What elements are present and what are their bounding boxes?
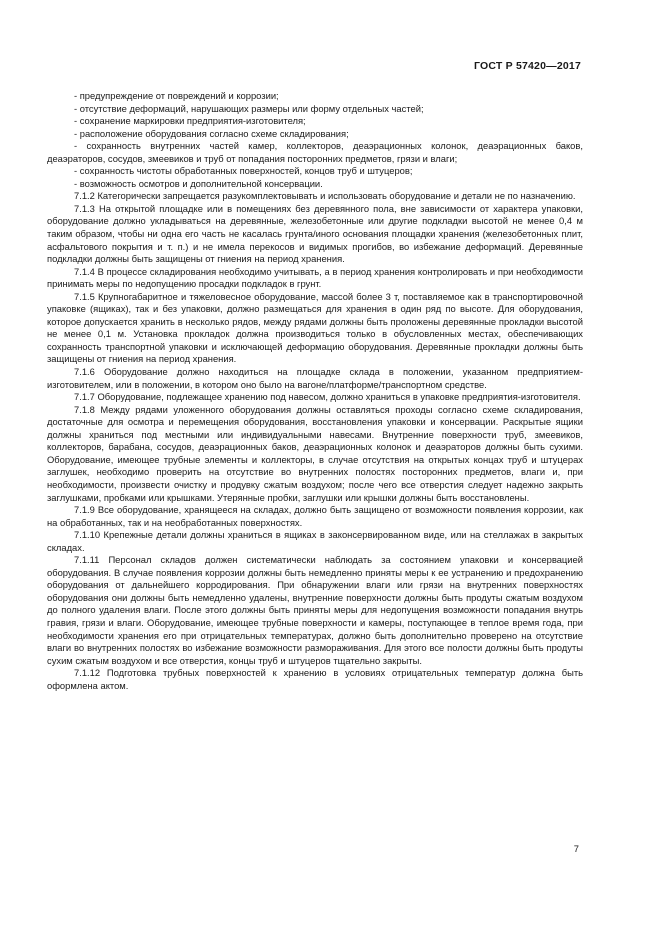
bullet-item: - расположение оборудования согласно схеме складирования; — [74, 127, 349, 139]
bullet-item: - предупреждение от повреждений и коррозии; — [74, 90, 279, 101]
clause-7-1-6: 7.1.6 Оборудование должно находиться на площадке склада в положении, указанном предприятием-изготовителем, или в положении, в котором оно было на вагоне/платформе/транспортном средстве. — [47, 366, 583, 390]
bullet-item: - отсутствие деформаций, нарушающих размеры или форму отдельных частей; — [74, 102, 424, 114]
bullet-item: - возможность осмотров и дополнительной консервации. — [74, 177, 323, 189]
clause-7-1-3: 7.1.3 На открытой площадке или в помещениях без деревянного пола, вне зависимости от характера упаковки, оборудование должно укладываться на деревянные, железобетонные или другие подкладки высотой не менее 0,4 м таким образом, чтобы ни одна его часть не касалась грунта/иного основания площадки хранения (железобетонных плит, асфальтового покрытия и т. п.) и не имела перекосов и видимых прогибов, во избежание деформаций. Деревянные подкладки должны быть защищены от гниения на период хранения. — [47, 202, 583, 265]
clause-7-1-12: 7.1.12 Подготовка трубных поверхностей к хранению в условиях отрицательных температур должна быть оформлена актом. — [47, 667, 583, 691]
clause-7-1-4: 7.1.4 В процессе складирования необходимо учитывать, а в период хранения контролировать и при необходимости принимать меры по недопущению просадки подкладок в грунт. — [47, 265, 583, 290]
document-body — [47, 90, 583, 692]
clause-7-1-11: 7.1.11 Персонал складов должен систематически наблюдать за состоянием упаковки и консервацией оборудования. В случае появления коррозии должны быть немедленно приняты меры к ее устранению и предохранению оборудования от дальнейшего корродирования. При обнаружении влаги или грязи на внутренних поверхностях оборудования они должны быть немедленно удалены, внутренние поверхности должны быть продуты сжатым воздухом до полного удаления влаги. После этого должны быть приняты меры для недопущения возможности попадания внутрь гравия, грязи и влаги. Оборудование, имеющее трубные поверхности и камеры, поступающее в теплое время года, при необходимости хранения его при отрицательных температурах, должно быть дополнительно проверено на отсутствие влаги во внутренних полостях во избежание возможности размораживания. Для этого все полости должны быть продуты сухим сжатым воздухом и все отверстия, концы труб и штуцеров тщательно закрыты. — [47, 554, 583, 666]
bullet-item: - сохранение маркировки предприятия-изготовителя; — [74, 115, 306, 127]
clause-7-1-8: 7.1.8 Между рядами уложенного оборудования должны оставляться проходы согласно схеме складирования, достаточные для осмотра и перемещения оборудования, восстановления упаковки и консервации. Раскрытые ящики должны храниться под местными или индивидуальными навесами. Внутренние поверхности труб, змеевиков, коллекторов, барабана, сосудов, деаэрационных баков, деаэрационных колонок и деаэраторов должны быть сухими. Оборудование, имеющее трубные элементы и коллекторы, в случае отсутствия на открытых концах труб и штуцерах заглушек, необходимо проверить на отсутствие во внутренних полостях посторонних предметов, влаги и, при необходимости, произвести очистку и продувку сжатым воздухом; после чего все отверстия следует надежно закрыть заглушками, пробками или крышками. Утерянные пробки, заглушки или крышки должны быть восстановлены. — [47, 403, 583, 503]
page-number: 7 — [573, 843, 579, 854]
clause-7-1-9: 7.1.9 Все оборудование, хранящееся на складах, должно быть защищено от возможности появления коррозии, как на обработанных, так и на необработанных поверхностях. — [47, 504, 583, 528]
clause-7-1-10: 7.1.10 Крепежные детали должны храниться в ящиках в законсервированном виде, или на стеллажах в закрытых складах. — [47, 529, 583, 553]
bullet-item: - сохранность внутренних частей камер, коллекторов, деаэрационных колонок, деаэрационных баков, деаэраторов, сосудов, змеевиков и труб от попадания посторонних предметов, грязи и влаги; — [47, 140, 583, 164]
document-header: ГОСТ Р 57420—2017 — [473, 60, 581, 72]
bullet-item: - сохранность чистоты обработанных поверхностей, концов труб и штуцеров; — [74, 165, 413, 177]
clause-7-1-2: 7.1.2 Категорически запрещается разукомплектовывать и использовать оборудование и детали не по назначению. — [74, 190, 576, 202]
clause-7-1-5: 7.1.5 Крупногабаритное и тяжеловесное оборудование, массой более 3 т, поставляемое как в транспортировочной упаковке (ящиках), так и без упаковки, должно размещаться для хранения в один ряд по высоте. Для оборудования, которое допускается хранить в несколько рядов, между рядами должны быть проложены деревянные прокладки высотой не менее 0,1 м. Установка прокладок должна производиться только в обусловленных местах, обеспечивающих сохранность транспортной упаковки и исключающей деформацию оборудования. Деревянные прокладки должны быть защищены от гниения на период хранения. — [47, 290, 583, 365]
clause-7-1-7: 7.1.7 Оборудование, подлежащее хранению под навесом, должно храниться в упаковке предприятия-изготовителя. — [74, 391, 581, 403]
